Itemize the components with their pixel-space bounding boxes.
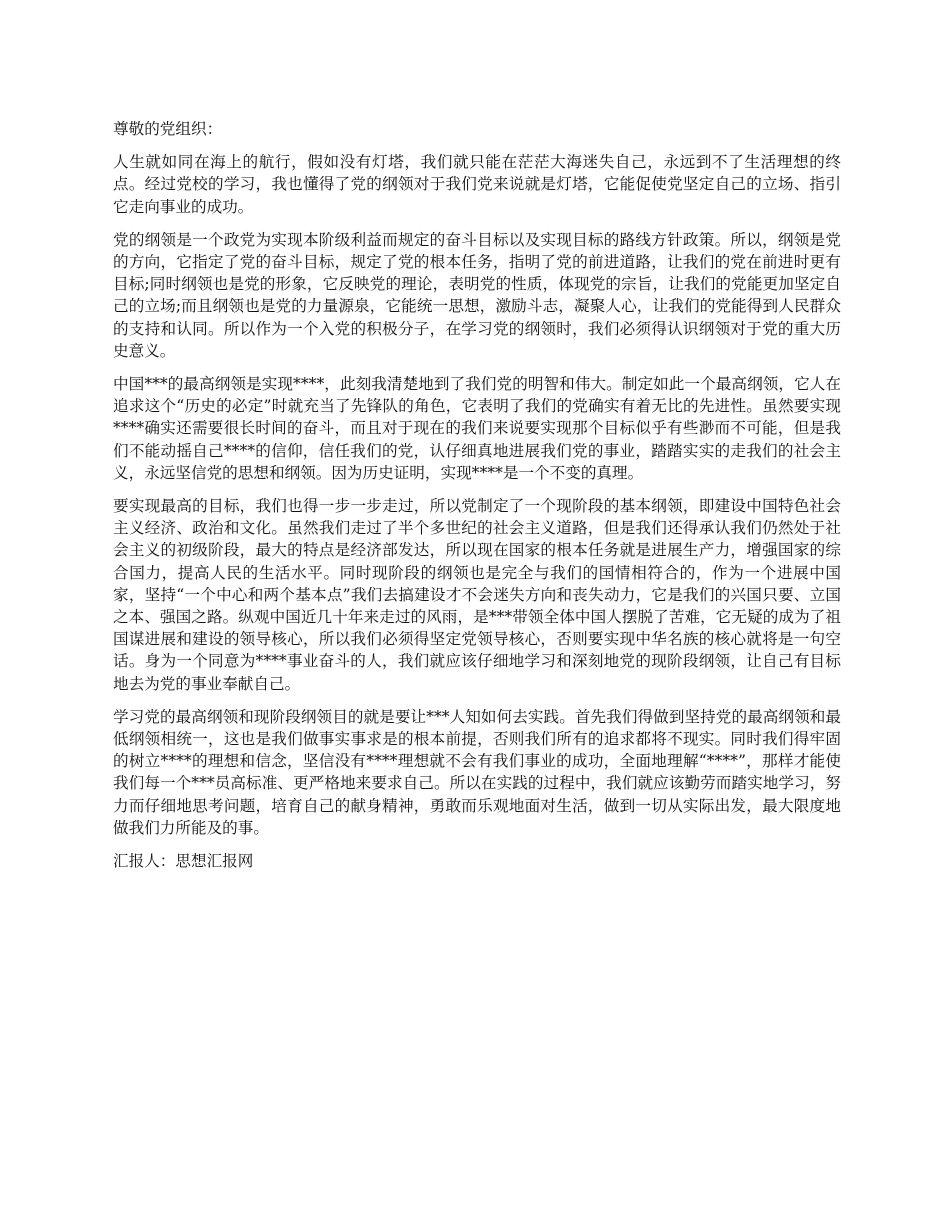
paragraph-4: 要实现最高的目标，我们也得一步一步走过，所以党制定了一个现阶段的基本纲领，即建设中国特色社会主义经济、政治和文化。虽然我们走过了半个多世纪的社会主义道路，但是我们还得承认我们仍然处于社会主义的初级阶段，最大的特点是经济部发达，所以现在国家的根本任务就是进展生产力，增强国家的综合国力，提高人民的生活水平。同时现阶段的纲领也是完全与我们的国情相符合的，作为一个进展中国家，坚持“一个中心和两个基本点”我们去搞建设才不会迷失方向和丧失动力，它是我们的兴国只要、立国之本、强国之路。纵观中国近几十年来走过的风雨，是***带领全体中国人摆脱了苦难，它无疑的成为了祖国谋进展和建设的领导核心，所以我们必须得坚定党领导核心，否则要实现中华名族的核心就将是一句空话。身为一个同意为****事业奋斗的人，我们就应该仔细地学习和深刻地党的现阶段纲领，让自己有目标地去为党的事业奉献自己。 (113, 497, 841, 693)
paragraph-1: 人生就如同在海上的航行，假如没有灯塔，我们就只能在茫茫大海迷失自己，永远到不了生活理想的终点。经过党校的学习，我也懂得了党的纲领对于我们党来说就是灯塔，它能促使党坚定自己的立场、指引它走向事业的成功。 (113, 153, 841, 216)
salutation: 尊敬的党组织： (113, 120, 223, 138)
document-page (113, 118, 841, 883)
paragraph-3: 中国***的最高纲领是实现****，此刻我清楚地到了我们党的明智和伟大。制定如此一个最高纲领，它人在追求这个“历史的必定”时就充当了先锋队的角色，它表明了我们的党确实有着无比的先进性。虽然要实现****确实还需要很长时间的奋斗，而且对于现在的我们来说要实现那个目标似乎有些渺而不可能，但是我们不能动摇自己****的信仰，信任我们的党，认仔细真地进展我们党的事业，踏踏实实的走我们的社会主义，永远坚信党的思想和纲领。因为历史证明，实现****是一个不变的真理。 (113, 375, 841, 482)
signature: 汇报人：思想汇报网 (113, 852, 254, 871)
paragraph-5: 学习党的最高纲领和现阶段纲领目的就是要让***人知如何去实践。首先我们得做到坚持党的最高纲领和最低纲领相统一，这也是我们做事实事求是的根本前提，否则我们所有的追求都将不现实。同时我们得牢固的树立****的理想和信念，坚信没有****理想就不会有我们事业的成功，全面地理解“****”，那样才能使我们每一个***员高标准、更严格地来要求自己。所以在实践的过程中，我们就应该勤劳而踏实地学习，努力而仔细地思考问题，培育自己的献身精神，勇敢而乐观地面对生活，做到一切从实际出发，最大限度地做我们力所能及的事。 (113, 707, 841, 837)
paragraph-2: 党的纲领是一个政党为实现本阶级利益而规定的奋斗目标以及实现目标的路线方针政策。所以，纲领是党的方向，它指定了党的奋斗目标，规定了党的根本任务，指明了党的前进道路，让我们的党在前进时更有目标;同时纲领也是党的形象，它反映党的理论，表明党的性质，体现党的宗旨，让我们的党能更加坚定自己的立场;而且纲领也是党的力量源泉，它能统一思想，激励斗志，凝聚人心，让我们的党能得到人民群众的支持和认同。所以作为一个入党的积极分子，在学习党的纲领时，我们必须得认识纲领对于党的重大历史意义。 (113, 230, 841, 360)
